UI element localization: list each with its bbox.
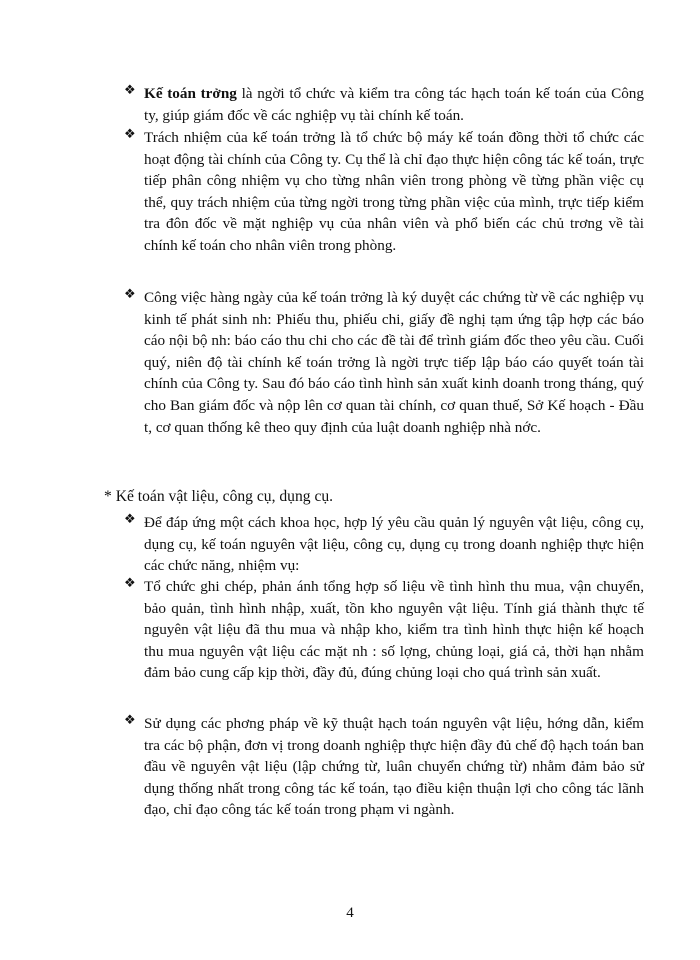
list-item-text: Trách nhiệm của kế toán trởng là tổ chức bộ máy kế toán đồng thời tổ chức các hoạt động tài chính của Công ty. Cụ thể là chỉ đạo thực hiện công tác kế toán, trực tiếp phân công nhiệm vụ cho từng nhân viên trong phòng về từng phần việc cụ thể, quy trách nhiệm của từng ngời trong từng phần việc của mình, trực tiếp kiểm tra đôn đốc về mặt nghiệp vụ của nhân viên và phổ biến các chủ trơng về tài chính kế toán cho nhân viên trong phòng. (144, 129, 644, 254)
diamond-bullet-icon: ❖ (124, 713, 136, 728)
list-item-text: Công việc hàng ngày của kế toán trởng là ký duyệt các chứng từ về các nghiệp vụ kinh tế phát sinh nh: Phiếu thu, phiếu chi, giấy đề nghị tạm ứng tập hợp các báo cáo nội bộ nh: báo cáo thu chi cho các đề tài để trình giám đốc theo yêu cầu. Cuối quý, niên độ tài chính kế toán trởng là ngời trực tiếp lập báo cáo quyết toán tài chính của Công ty. Sau đó báo cáo tình hình sản xuất kinh doanh trong tháng, quý cho Ban giám đốc và nộp lên cơ quan tài chính, cơ quan thuế, Sở Kế hoạch - Đầu t, cơ quan thống kê theo quy định của luật doanh nghiệp nhà nớc. (144, 289, 644, 436)
diamond-bullet-icon: ❖ (124, 512, 136, 527)
diamond-bullet-icon: ❖ (124, 287, 136, 302)
list-item (124, 83, 644, 126)
list-item (124, 576, 644, 684)
list-item (124, 512, 644, 577)
list-item-body: là ngời tổ chức và kiểm tra công tác hạch toán kế toán của Công ty, giúp giám đốc về các nghiệp vụ tài chính kế toán. (144, 85, 644, 124)
page-number: 4 (346, 905, 354, 921)
chief-accountant-label: Kế toán trởng (144, 85, 237, 102)
list-item-text: Để đáp ứng một cách khoa học, hợp lý yêu cầu quản lý nguyên vật liệu, công cụ, dụng cụ, kế toán nguyên vật liệu, công cụ, dụng cụ trong doanh nghiệp thực hiện các chức năng, nhiệm vụ: (144, 514, 644, 575)
list-item (124, 127, 644, 257)
list-item-text (144, 83, 644, 126)
section-heading: * Kế toán vật liệu, công cụ, dụng cụ. (104, 488, 334, 505)
list-item-text: Sử dụng các phơng pháp về kỹ thuật hạch toán nguyên vật liệu, hớng dẫn, kiểm tra các bộ phận, đơn vị trong doanh nghiệp thực hiện đầy đủ chế độ hạch toán ban đầu về nguyên vật liệu (lập chứng từ, luân chuyển chứng từ) nhằm đảm bảo sử dụng thống nhất trong công tác kế toán, tạo điều kiện thuận lợi cho công tác lãnh đạo, chỉ đạo công tác kế toán trong phạm vi ngành. (144, 715, 644, 819)
list-item-text: Tổ chức ghi chép, phản ánh tổng hợp số liệu về tình hình thu mua, vận chuyển, bảo quản, tình hình nhập, xuất, tồn kho nguyên vật liệu. Tính giá thành thực tế nguyên vật liệu đã thu mua và nhập kho, kiểm tra tình hình thực hiện kế hoạch thu mua nguyên vật liệu các mặt nh : số lợng, chủng loại, giá cả, thời hạn nhằm đảm bảo cung cấp kịp thời, đầy đủ, đúng chủng loại cho quá trình sản xuất. (144, 578, 644, 682)
list-item (124, 713, 644, 821)
list-item (124, 287, 644, 438)
diamond-bullet-icon: ❖ (124, 127, 136, 142)
diamond-bullet-icon: ❖ (124, 83, 136, 98)
diamond-bullet-icon: ❖ (124, 576, 136, 591)
